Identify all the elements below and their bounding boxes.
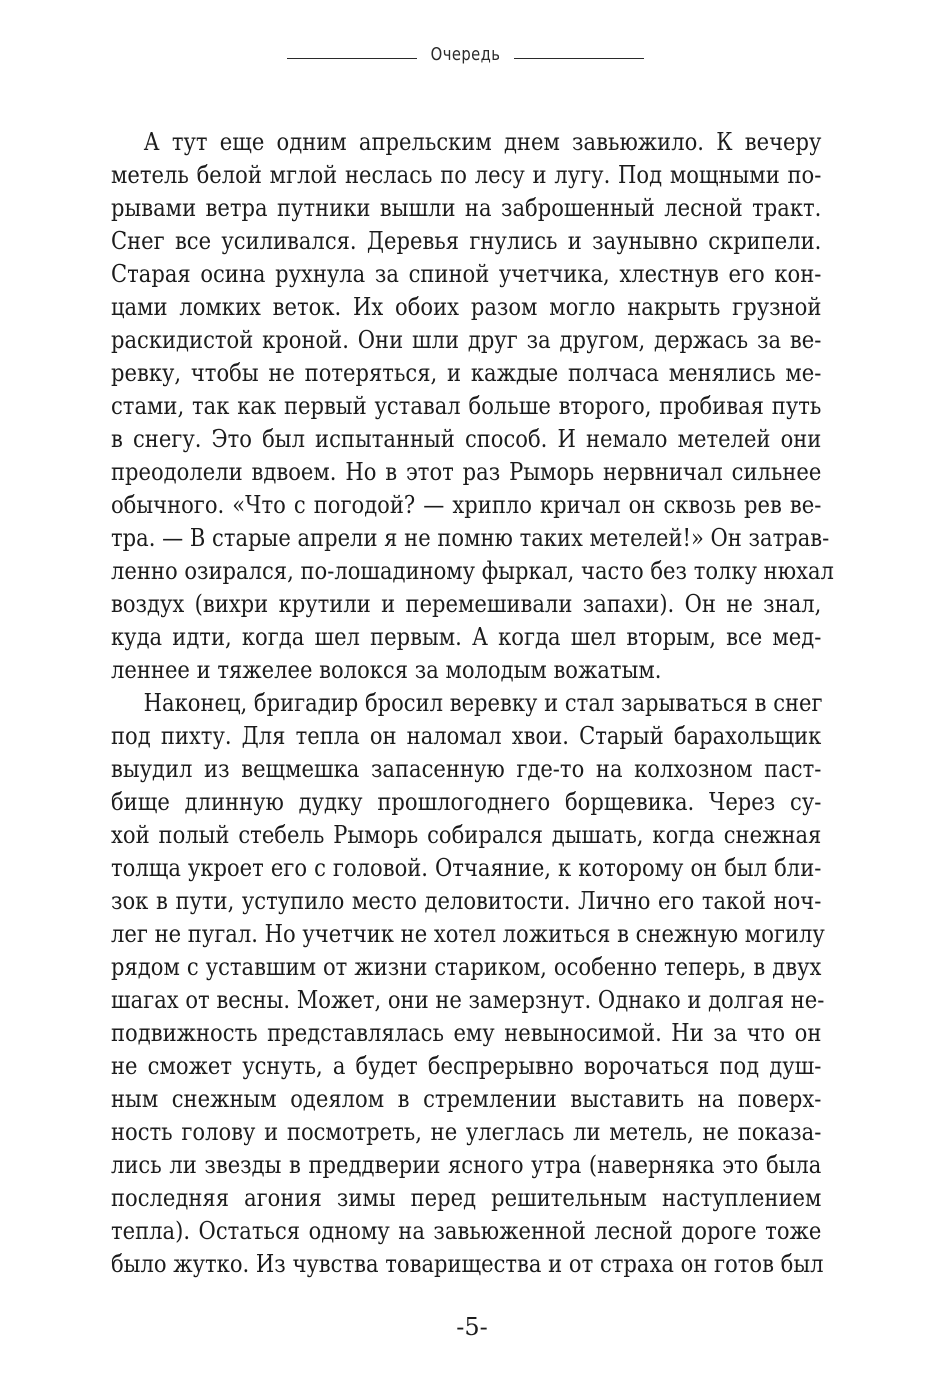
text-line: куда идти, когда шел первым. А когда шел вторым, все мед-	[111, 622, 822, 651]
text-line: метель белой мглой неслась по лесу и лугу. Под мощными по-	[111, 160, 822, 189]
text-line: Старая осина рухнула за спиной учетчика, хлестнув его кон-	[111, 259, 822, 288]
text-line: подвижность представлялась ему невыносимой. Ни за что он	[111, 1018, 822, 1047]
text-line: стами, так как первый уставал больше второго, пробивая путь	[111, 391, 822, 420]
text-line: цами ломких веток. Их обоих разом могло накрыть грузной	[111, 292, 822, 321]
text-line: ревку, чтобы не потеряться, и каждые полчаса менялись ме-	[111, 358, 822, 387]
text-line: выудил из вещмешка запасенную где-то на колхозном паст-	[111, 754, 822, 783]
running-header	[0, 44, 944, 74]
text-line: рядом с уставшим от жизни стариком, особенно теперь, в двух	[111, 952, 822, 981]
text-line: ность голову и посмотреть, не улеглась ли метель, не показа-	[111, 1117, 822, 1146]
text-line: толща укроет его с головой. Отчаяние, к которому он был бли-	[111, 853, 822, 882]
text-line: не сможет уснуть, а будет беспрерывно ворочаться под душ-	[111, 1051, 822, 1080]
text-line: тра. — В старые апрели я не помню таких метелей!» Он затрав-	[111, 523, 830, 552]
text-line: Наконец, бригадир бросил веревку и стал зарываться в снег	[143, 688, 823, 717]
text-line: леннее и тяжелее волокся за молодым вожатым.	[111, 655, 662, 684]
body-text	[111, 125, 834, 1280]
header-title: Очередь	[430, 44, 501, 65]
text-line: Снег все усиливался. Деревья гнулись и заунывно скрипели.	[111, 226, 822, 255]
text-line: было жутко. Из чувства товарищества и от страха он готов был	[111, 1249, 824, 1278]
header-rule-left	[287, 58, 417, 59]
text-line: шагах от весны. Может, они не замерзнут. Однако и долгая не-	[111, 985, 825, 1014]
text-line: под пихту. Для тепла он наломал хвои. Старый барахольщик	[111, 721, 822, 750]
text-line: раскидистой кроной. Они шли друг за другом, держась за ве-	[111, 325, 822, 354]
header-rule-right	[514, 58, 644, 59]
text-line: хой полый стебель Рыморь собирался дышать, когда снежная	[111, 820, 822, 849]
text-line: преодолели вдвоем. Но в этот раз Рыморь нервничал сильнее	[111, 457, 822, 486]
text-line: рывами ветра путники вышли на заброшенный лесной тракт.	[111, 193, 822, 222]
page-number: -5-	[456, 1313, 488, 1341]
text-line: в снегу. Это был испытанный способ. И немало метелей они	[111, 424, 822, 453]
text-line: ным снежным одеялом в стремлении выставить на поверх-	[111, 1084, 822, 1113]
text-line: воздух (вихри крутили и перемешивали запахи). Он не знал,	[111, 589, 822, 618]
text-line: А тут еще одним апрельским днем завьюжило. К вечеру	[143, 127, 822, 156]
text-line: обычного. «Что с погодой? — хрипло кричал он сквозь рев ве-	[111, 490, 822, 519]
text-line: лись ли звезды в преддверии ясного утра (наверняка это была	[111, 1150, 822, 1179]
paragraph-2	[111, 686, 825, 1280]
text-line: тепла). Остаться одному на завьюженной лесной дороге тоже	[111, 1216, 822, 1245]
text-line: лег не пугал. Но учетчик не хотел ложиться в снежную могилу	[111, 919, 825, 948]
text-line: последняя агония зимы перед решительным наступлением	[111, 1183, 822, 1212]
text-line: ленно озирался, по-лошадиному фыркал, часто без толку нюхал	[111, 556, 834, 585]
text-line: зок в пути, уступило место деловитости. Лично его такой ноч-	[111, 886, 822, 915]
paragraph-1	[111, 125, 834, 686]
text-line: бище длинную дудку прошлогоднего борщевика. Через су-	[111, 787, 822, 816]
